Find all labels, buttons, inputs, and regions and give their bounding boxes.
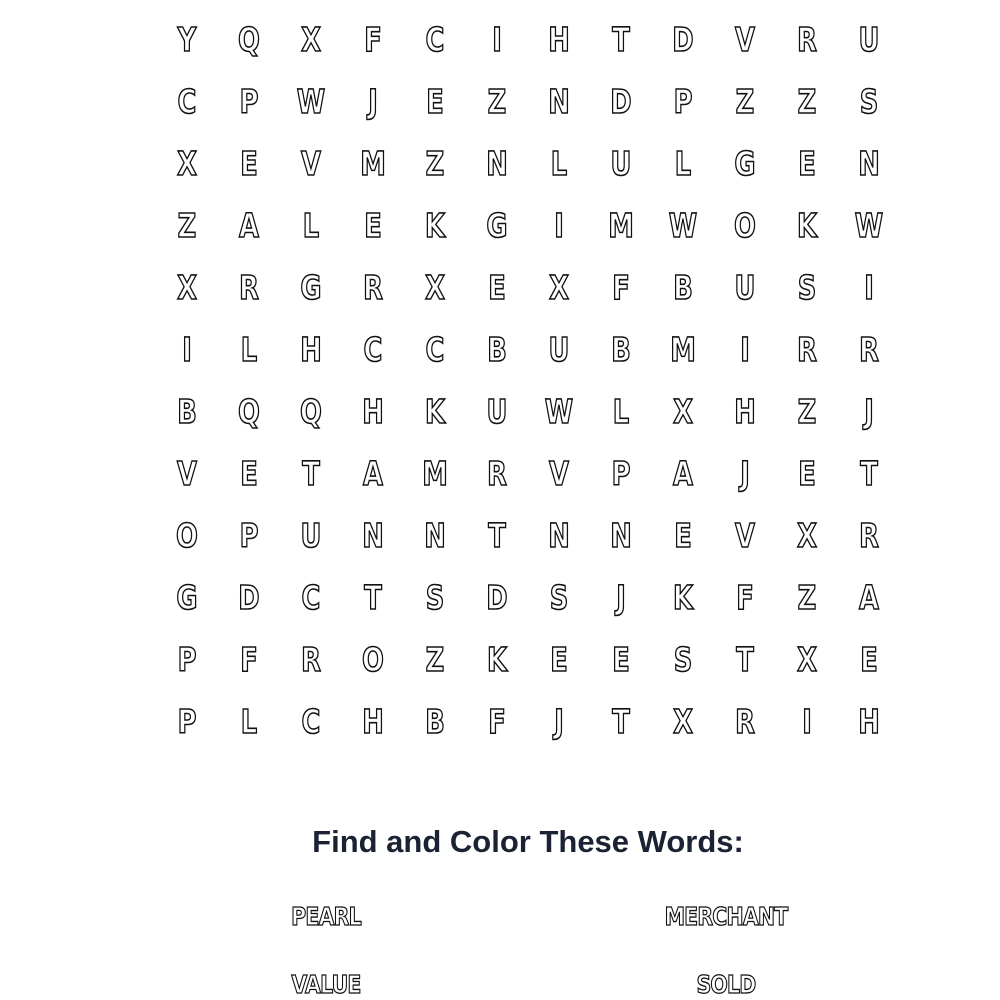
grid-cell[interactable]: R [859, 515, 879, 555]
grid-cell[interactable]: H [362, 391, 384, 431]
grid-cell[interactable]: N [362, 515, 384, 555]
grid-cell[interactable]: I [864, 267, 874, 307]
grid-cell[interactable]: M [422, 453, 448, 493]
grid-cell[interactable]: E [240, 453, 258, 493]
grid-cell[interactable]: P [673, 81, 693, 121]
grid-cell[interactable]: D [238, 577, 260, 617]
grid-cell[interactable]: E [860, 639, 878, 679]
grid-cell[interactable]: K [673, 577, 693, 617]
word-search-grid [156, 8, 900, 752]
grid-cell[interactable]: X [797, 639, 817, 679]
grid-cell[interactable]: Z [425, 143, 445, 183]
grid-cell[interactable]: Z [735, 81, 755, 121]
grid-cell[interactable]: Z [487, 81, 507, 121]
grid-cell[interactable]: J [864, 391, 874, 431]
grid-cell[interactable]: L [240, 329, 258, 369]
grid-cell[interactable]: Y [177, 19, 197, 59]
grid-cell[interactable]: R [859, 329, 879, 369]
grid-cell[interactable]: U [858, 19, 880, 59]
grid-cell[interactable]: P [177, 639, 197, 679]
word-list-heading: Find and Color These Words: [312, 824, 744, 859]
grid-cell[interactable]: E [798, 143, 816, 183]
grid-cell[interactable]: M [670, 329, 696, 369]
grid-cell[interactable]: D [672, 19, 694, 59]
grid-cell[interactable]: D [610, 81, 632, 121]
grid-cell[interactable]: F [736, 577, 754, 617]
grid-cell[interactable]: S [797, 267, 817, 307]
grid-cell[interactable]: J [740, 453, 750, 493]
grid-cell[interactable]: B [611, 329, 631, 369]
grid-cell[interactable]: K [425, 205, 445, 245]
grid-cell[interactable]: P [239, 81, 259, 121]
grid-cell[interactable]: E [798, 453, 816, 493]
grid-cell[interactable]: W [668, 205, 698, 245]
grid-cell[interactable]: E [612, 639, 630, 679]
grid-cell[interactable]: Q [300, 391, 322, 431]
grid-cell[interactable]: E [550, 639, 568, 679]
grid-cell[interactable]: G [300, 267, 322, 307]
grid-cell[interactable]: H [548, 19, 570, 59]
grid-cell[interactable]: T [302, 453, 320, 493]
grid-cell[interactable]: N [424, 515, 446, 555]
grid-cell[interactable]: R [301, 639, 321, 679]
grid-cell[interactable]: T [860, 453, 878, 493]
grid-cell[interactable]: W [544, 391, 574, 431]
grid-cell[interactable]: X [177, 267, 197, 307]
grid-cell[interactable]: E [488, 267, 506, 307]
grid-cell[interactable]: S [549, 577, 569, 617]
grid-cell[interactable]: Z [797, 391, 817, 431]
grid-cell[interactable]: R [797, 19, 817, 59]
grid-cell[interactable]: K [425, 391, 445, 431]
grid-cell[interactable]: C [301, 577, 321, 617]
grid-cell[interactable]: B [673, 267, 693, 307]
grid-cell[interactable]: H [300, 329, 322, 369]
grid-cell[interactable]: E [240, 143, 258, 183]
grid-cell[interactable]: P [177, 701, 197, 741]
grid-cell[interactable]: I [554, 205, 564, 245]
grid-cell[interactable]: R [797, 329, 817, 369]
grid-cell[interactable]: X [177, 143, 197, 183]
grid-cell[interactable]: V [735, 19, 755, 59]
grid-cell[interactable]: U [548, 329, 570, 369]
grid-cell[interactable]: K [487, 639, 507, 679]
grid-cell[interactable]: L [302, 205, 320, 245]
grid-cell[interactable]: R [487, 453, 507, 493]
grid-cell[interactable]: R [239, 267, 259, 307]
grid-cell[interactable]: L [240, 701, 258, 741]
grid-cell[interactable]: X [549, 267, 569, 307]
grid-cell[interactable]: L [550, 143, 568, 183]
grid-cell[interactable]: Z [425, 639, 445, 679]
grid-cell[interactable]: A [859, 577, 879, 617]
grid-cell[interactable]: H [858, 701, 880, 741]
grid-cell[interactable]: F [612, 267, 630, 307]
grid-cell[interactable]: U [300, 515, 322, 555]
grid-cell[interactable]: G [176, 577, 198, 617]
grid-cell[interactable]: Q [238, 19, 260, 59]
grid-cell[interactable]: V [301, 143, 321, 183]
grid-cell[interactable]: V [177, 453, 197, 493]
grid-cell[interactable]: X [425, 267, 445, 307]
grid-cell[interactable]: A [363, 453, 383, 493]
grid-cell[interactable]: G [486, 205, 508, 245]
grid-cell[interactable]: F [364, 19, 382, 59]
grid-cell[interactable]: G [734, 143, 756, 183]
grid-cell[interactable]: M [360, 143, 386, 183]
grid-cell[interactable]: C [363, 329, 383, 369]
grid-cell[interactable]: R [363, 267, 383, 307]
grid-cell[interactable]: Z [177, 205, 197, 245]
grid-cell[interactable]: E [426, 81, 444, 121]
grid-cell[interactable]: L [612, 391, 630, 431]
grid-cell[interactable]: E [364, 205, 382, 245]
grid-cell[interactable]: H [734, 391, 756, 431]
grid-cell[interactable]: O [734, 205, 756, 245]
grid-cell[interactable]: N [610, 515, 632, 555]
grid-cell[interactable]: T [364, 577, 382, 617]
word-list-item: PEARL [291, 902, 361, 931]
grid-cell[interactable]: Z [797, 81, 817, 121]
grid-cell[interactable]: T [612, 19, 630, 59]
grid-cell[interactable]: F [240, 639, 258, 679]
grid-cell[interactable]: O [362, 639, 384, 679]
grid-cell[interactable]: X [673, 391, 693, 431]
grid-cell[interactable]: V [735, 515, 755, 555]
grid-cell[interactable]: S [859, 81, 879, 121]
grid-cell[interactable]: I [740, 329, 750, 369]
grid-cell[interactable]: I [492, 19, 502, 59]
grid-cell[interactable]: M [608, 205, 634, 245]
grid-cell[interactable]: X [797, 515, 817, 555]
grid-cell[interactable]: Z [797, 577, 817, 617]
grid-cell[interactable]: J [616, 577, 626, 617]
grid-cell[interactable]: F [488, 701, 506, 741]
grid-cell[interactable]: Q [238, 391, 260, 431]
grid-cell[interactable]: O [176, 515, 198, 555]
grid-cell[interactable]: N [548, 81, 570, 121]
grid-cell[interactable]: N [858, 143, 880, 183]
grid-cell[interactable]: N [548, 515, 570, 555]
grid-cell[interactable]: C [425, 19, 445, 59]
grid-cell[interactable]: A [239, 205, 259, 245]
grid-cell[interactable]: W [854, 205, 884, 245]
grid-cell[interactable]: D [486, 577, 508, 617]
grid-cell[interactable]: U [486, 391, 508, 431]
grid-cell[interactable]: X [301, 19, 321, 59]
grid-cell[interactable]: B [425, 701, 445, 741]
grid-cell[interactable]: K [797, 205, 817, 245]
grid-cell[interactable]: B [487, 329, 507, 369]
grid-cell[interactable]: T [488, 515, 506, 555]
grid-cell[interactable]: J [554, 701, 564, 741]
grid-cell[interactable]: C [425, 329, 445, 369]
grid-cell[interactable]: V [549, 453, 569, 493]
grid-cell[interactable]: T [612, 701, 630, 741]
grid-cell[interactable]: I [802, 701, 812, 741]
grid-cell[interactable]: H [362, 701, 384, 741]
grid-cell[interactable]: R [735, 701, 755, 741]
grid-cell[interactable]: C [301, 701, 321, 741]
grid-cell[interactable]: W [296, 81, 326, 121]
grid-cell[interactable]: U [610, 143, 632, 183]
grid-cell[interactable]: I [182, 329, 192, 369]
grid-cell[interactable]: C [177, 81, 197, 121]
grid-cell[interactable]: X [673, 701, 693, 741]
word-list-item: VALUE [291, 970, 361, 999]
grid-cell[interactable]: N [486, 143, 508, 183]
grid-cell[interactable]: L [674, 143, 692, 183]
grid-cell[interactable]: B [177, 391, 197, 431]
grid-cell[interactable]: A [673, 453, 693, 493]
grid-cell[interactable]: E [674, 515, 692, 555]
grid-cell[interactable]: P [239, 515, 259, 555]
grid-cell[interactable]: S [425, 577, 445, 617]
word-list-item: MERCHANT [664, 902, 788, 931]
grid-cell[interactable]: J [368, 81, 378, 121]
grid-cell[interactable]: U [734, 267, 756, 307]
word-list-item: SOLD [696, 970, 756, 999]
grid-cell[interactable]: S [673, 639, 693, 679]
grid-cell[interactable]: P [611, 453, 631, 493]
grid-cell[interactable]: T [736, 639, 754, 679]
